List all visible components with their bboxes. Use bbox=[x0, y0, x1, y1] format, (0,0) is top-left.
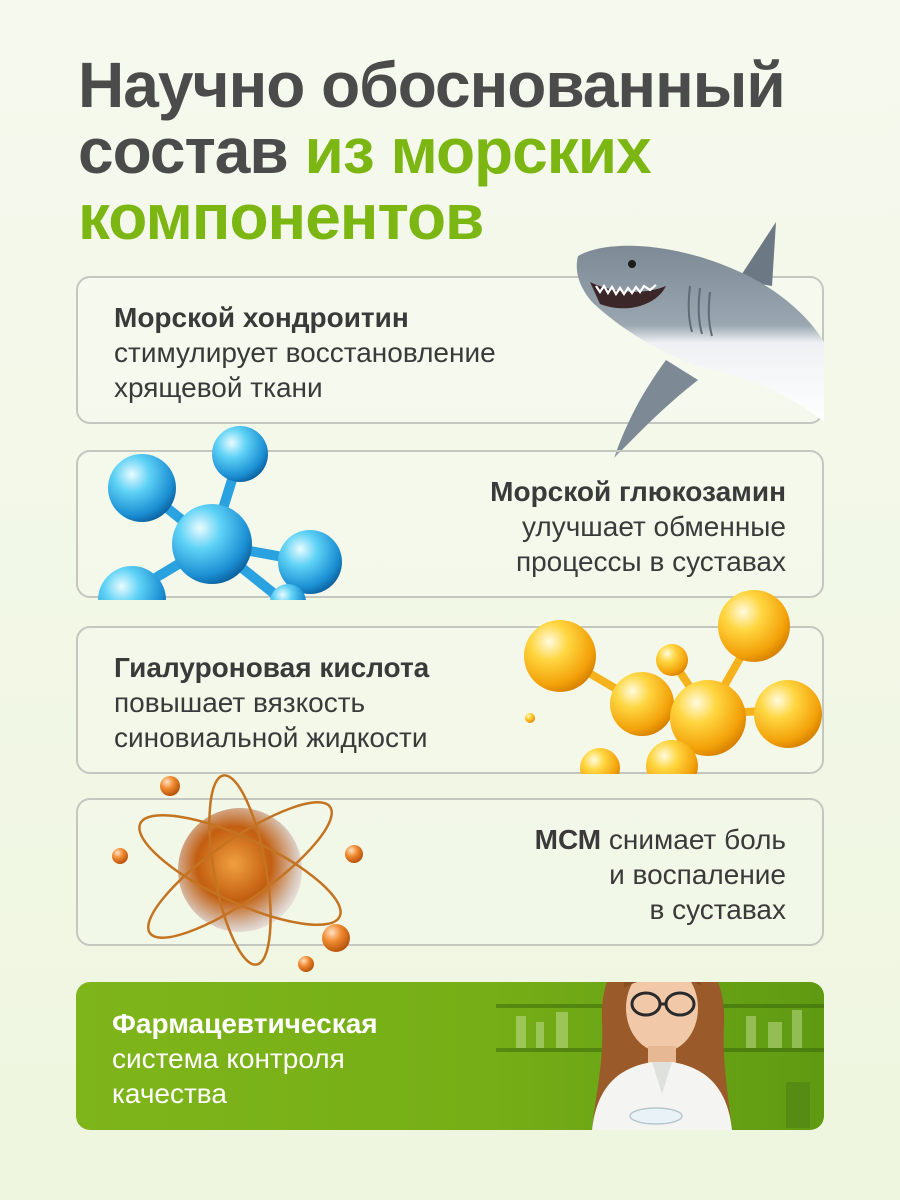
card-quality-control-line2: качества bbox=[112, 1078, 227, 1109]
card-chondroitin-line1: стимулирует восстановление bbox=[114, 337, 496, 368]
card-chondroitin-text bbox=[114, 300, 496, 405]
card-hyaluronic-text bbox=[114, 650, 429, 755]
card-chondroitin-line2: хрящевой ткани bbox=[114, 372, 323, 403]
card-chondroitin-heading: Морской хондроитин bbox=[114, 302, 409, 333]
card-msm-line1: снимает боль bbox=[608, 824, 786, 855]
card-quality-control bbox=[76, 982, 824, 1130]
yellow-molecule-icon bbox=[522, 590, 822, 774]
card-glucosamine-line2: процессы в суставах bbox=[515, 546, 786, 577]
card-hyaluronic-line1: повышает вязкость bbox=[114, 687, 366, 718]
card-quality-control-text bbox=[112, 1006, 378, 1111]
title-line-2: состав bbox=[78, 115, 305, 187]
title-line-1: Научно обоснованный bbox=[78, 49, 785, 121]
card-msm-line3: в суставах bbox=[649, 894, 786, 925]
card-glucosamine-text bbox=[490, 474, 786, 579]
page-title bbox=[78, 49, 838, 253]
scientist-photo bbox=[496, 982, 824, 1130]
title-accent-1: из морских bbox=[304, 115, 651, 187]
card-quality-control-heading: Фармацевтическая bbox=[112, 1008, 378, 1039]
orange-atom-icon bbox=[100, 770, 380, 976]
shark-icon bbox=[570, 222, 826, 462]
card-msm-line2: и воспаление bbox=[609, 859, 786, 890]
card-hyaluronic-heading: Гиалуроновая кислота bbox=[114, 652, 430, 683]
card-hyaluronic-line2: синовиальной жидкости bbox=[114, 722, 428, 753]
title-accent-2: компонентов bbox=[78, 181, 484, 253]
card-msm-text bbox=[535, 822, 786, 927]
card-msm-heading: МСМ bbox=[534, 824, 602, 855]
card-quality-control-line1: система контроля bbox=[112, 1043, 345, 1074]
blue-molecule-icon bbox=[92, 416, 350, 600]
card-glucosamine-line1: улучшает обменные bbox=[521, 511, 786, 542]
card-glucosamine-heading: Морской глюкозамин bbox=[490, 476, 786, 507]
